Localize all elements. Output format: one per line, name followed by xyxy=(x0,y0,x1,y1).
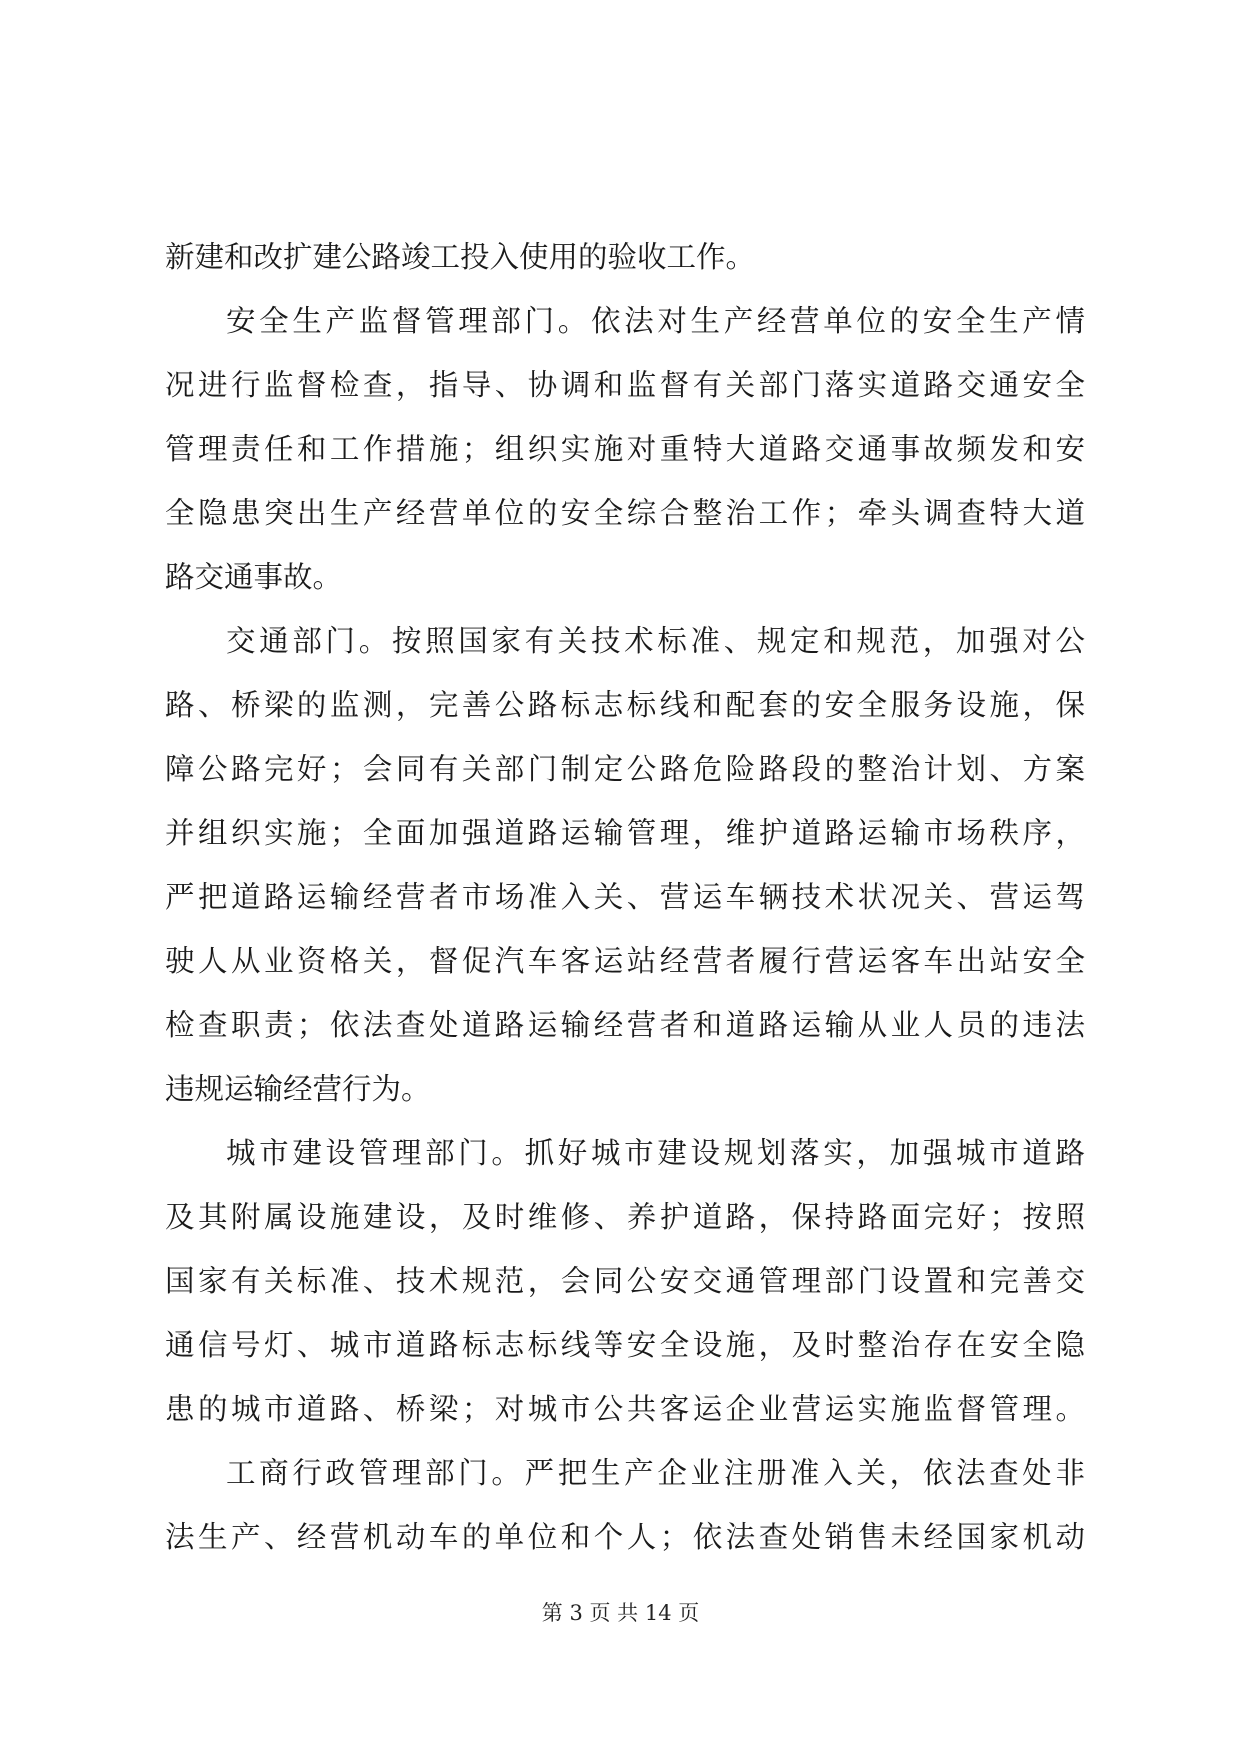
body-text xyxy=(165,225,1085,1569)
text-line: 新建和改扩建公路竣工投入使用的验收工作。 xyxy=(165,240,756,274)
text-line: 况进行监督检查，指导、协调和监督有关部门落实道路交通安全 xyxy=(165,368,1085,402)
text-line: 及其附属设施建设，及时维修、养护道路，保持路面完好；按照 xyxy=(165,1200,1085,1234)
text-line: 检查职责；依法查处道路运输经营者和道路运输从业人员的违法 xyxy=(165,1008,1085,1042)
text-line: 并组织实施；全面加强道路运输管理，维护道路运输市场秩序， xyxy=(165,816,1085,850)
text-line: 城市建设管理部门。抓好城市建设规划落实，加强城市道路 xyxy=(226,1136,1085,1170)
text-line: 安全生产监督管理部门。依法对生产经营单位的安全生产情 xyxy=(226,304,1085,338)
page-footer: 第 3 页 共 14 页 xyxy=(541,1601,700,1625)
text-line: 路、桥梁的监测，完善公路标志标线和配套的安全服务设施，保 xyxy=(165,688,1085,722)
text-line: 障公路完好；会同有关部门制定公路危险路段的整治计划、方案 xyxy=(165,752,1085,786)
text-line: 驶人从业资格关，督促汽车客运站经营者履行营运客车出站安全 xyxy=(165,944,1085,978)
text-line: 通信号灯、城市道路标志标线等安全设施，及时整治存在安全隐 xyxy=(165,1328,1085,1362)
text-line: 法生产、经营机动车的单位和个人；依法查处销售未经国家机动 xyxy=(165,1520,1085,1554)
text-line: 国家有关标准、技术规范，会同公安交通管理部门设置和完善交 xyxy=(165,1264,1085,1298)
text-line: 患的城市道路、桥梁；对城市公共客运企业营运实施监督管理。 xyxy=(165,1392,1085,1426)
text-line: 路交通事故。 xyxy=(165,560,343,594)
text-line: 交通部门。按照国家有关技术标准、规定和规范，加强对公 xyxy=(226,624,1085,658)
text-line: 严把道路运输经营者市场准入关、营运车辆技术状况关、营运驾 xyxy=(165,880,1085,914)
text-line: 违规运输经营行为。 xyxy=(165,1072,431,1106)
text-line: 全隐患突出生产经营单位的安全综合整治工作；牵头调查特大道 xyxy=(165,496,1085,530)
text-line: 管理责任和工作措施；组织实施对重特大道路交通事故频发和安 xyxy=(165,432,1085,466)
text-line: 工商行政管理部门。严把生产企业注册准入关，依法查处非 xyxy=(226,1456,1085,1490)
